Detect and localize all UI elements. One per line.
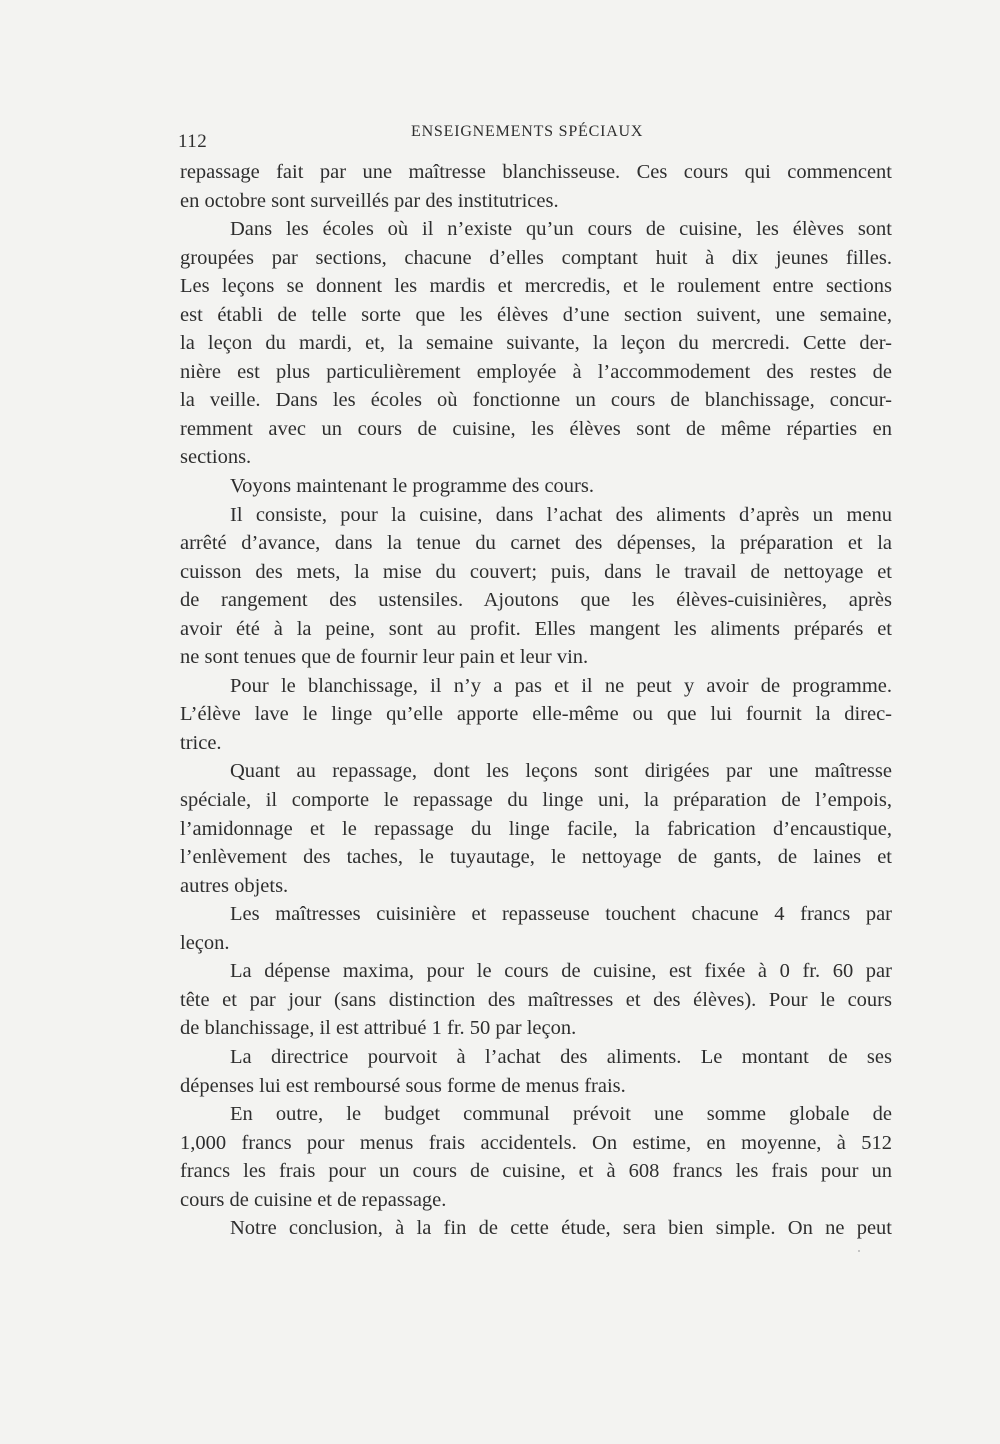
text-line: arrêté d’avance, dans la tenue du carnet des dépenses, la préparation et la	[180, 532, 892, 555]
text-line: remment avec un cours de cuisine, les élèves sont de même réparties en	[180, 417, 892, 440]
text-line: de blanchissage, il est attribué 1 fr. 50 par leçon.	[180, 1017, 577, 1040]
text-line: spéciale, il comporte le repassage du linge uni, la préparation de l’empois,	[180, 789, 892, 812]
text-line: En outre, le budget communal prévoit une somme globale de	[230, 1103, 892, 1126]
text-line: Les leçons se donnent les mardis et mercredis, et le roulement entre sections	[180, 275, 892, 298]
text-line: repassage fait par une maîtresse blanchisseuse. Ces cours qui commencent	[180, 161, 892, 183]
text-line: autres objets.	[180, 874, 289, 897]
text-line: est établi de telle sorte que les élèves d’une section suivent, une semaine,	[180, 303, 892, 326]
text-line: cuisson des mets, la mise du couvert; puis, dans le travail de nettoyage et	[180, 560, 892, 583]
text-line: avoir été à la peine, sont au profit. Elles mangent les aliments préparés et	[180, 617, 892, 640]
text-line: ne sont tenues que de fournir leur pain et leur vin.	[180, 646, 589, 669]
text-line: La directrice pourvoit à l’achat des aliments. Le montant de ses	[230, 1045, 892, 1068]
text-line: francs les frais pour un cours de cuisine, et à 608 francs les frais pour un	[180, 1160, 892, 1183]
body-text	[180, 158, 892, 1243]
text-line: Il consiste, pour la cuisine, dans l’achat des aliments d’après un menu	[230, 503, 892, 526]
text-line: Voyons maintenant le programme des cours.	[230, 475, 594, 498]
text-line: groupées par sections, chacune d’elles comptant huit à dix jeunes filles.	[180, 246, 892, 269]
text-line: 1,000 francs pour menus frais accidentels. On estime, en moyenne, à 512	[180, 1131, 892, 1154]
paper-speck	[858, 1250, 860, 1252]
text-line: la leçon du mardi, et, la semaine suivante, la leçon du mercredi. Cette der-	[180, 332, 892, 355]
text-line: cours de cuisine et de repassage.	[180, 1188, 447, 1211]
text-line: tête et par jour (sans distinction des maîtresses et des élèves). Pour le cours	[180, 988, 892, 1011]
text-line: La dépense maxima, pour le cours de cuisine, est fixée à 0 fr. 60 par	[230, 960, 892, 983]
page-number: 112	[178, 131, 208, 152]
text-line: de rangement des ustensiles. Ajoutons que les élèves-cuisinières, après	[180, 589, 892, 612]
text-line: leçon.	[180, 931, 230, 954]
text-line: sections.	[180, 446, 252, 469]
text-line: dépenses lui est remboursé sous forme de menus frais.	[180, 1074, 626, 1097]
text-line: Les maîtresses cuisinière et repasseuse touchent chacune 4 francs par	[230, 903, 892, 926]
page-header	[178, 123, 890, 153]
text-line: Dans les écoles où il n’existe qu’un cours de cuisine, les élèves sont	[230, 218, 892, 241]
text-line: trice.	[180, 731, 222, 754]
text-line: L’élève lave le linge qu’elle apporte elle-même ou que lui fournit la direc-	[180, 703, 892, 726]
text-line: l’enlèvement des taches, le tuyautage, le nettoyage de gants, de laines et	[180, 846, 892, 869]
text-line: l’amidonnage et le repassage du linge facile, la fabrication d’encaustique,	[180, 817, 892, 840]
text-line: nière est plus particulièrement employée à l’accommodement des restes de	[180, 360, 892, 383]
text-line: Quant au repassage, dont les leçons sont dirigées par une maîtresse	[230, 760, 892, 783]
running-title: ENSEIGNEMENTS SPÉCIAUX	[411, 123, 644, 140]
text-line: Notre conclusion, à la fin de cette étude, sera bien simple. On ne peut	[230, 1217, 892, 1240]
text-line: la veille. Dans les écoles où fonctionne un cours de blanchissage, concur-	[180, 389, 892, 412]
text-line: Pour le blanchissage, il n’y a pas et il ne peut y avoir de programme.	[230, 674, 892, 697]
text-line: en octobre sont surveillés par des institutrices.	[180, 189, 559, 212]
